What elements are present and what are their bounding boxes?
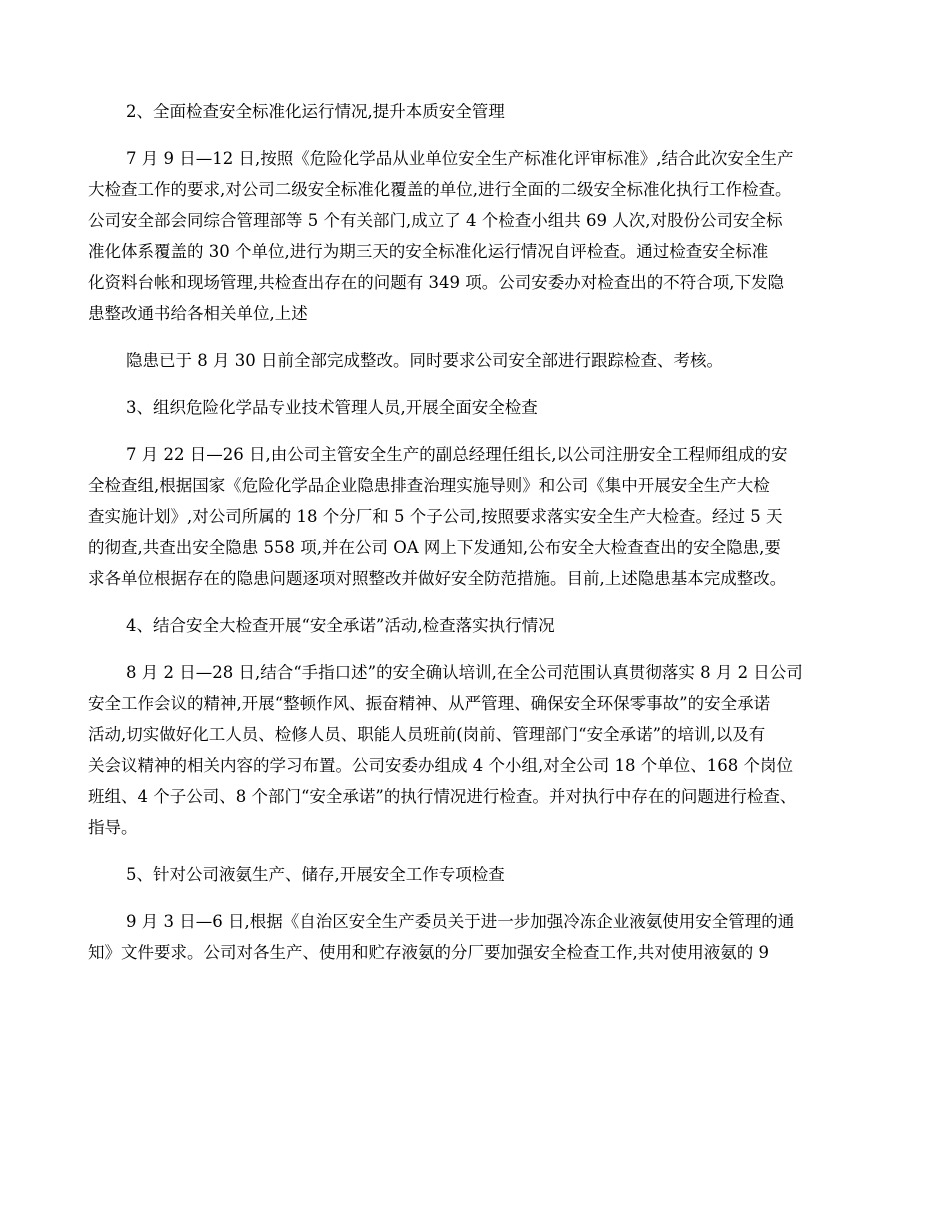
paragraph-rectification-complete — [88, 345, 878, 376]
paragraph-line: 7 月 9 日—12 日,按照《危险化学品从业单位安全生产标准化评审标准》,结合此次安全生产 — [126, 149, 794, 168]
paragraph-line: 9 月 3 日—6 日,根据《自治区安全生产委员关于进一步加强冷冻企业液氨使用安全管理的通 — [126, 912, 795, 931]
paragraph-line: 关会议精神的相关内容的学习布置。公司安委办组成 4 个小组,对全公司 18 个单位、168 个岗位 — [88, 756, 793, 775]
paragraph-line: 隐患已于 8 月 30 日前全部完成整改。同时要求公司安全部进行跟踪检查、考核。 — [126, 351, 723, 370]
heading-line: 3、组织危险化学品专业技术管理人员,开展全面安全检查 — [126, 398, 538, 417]
paragraph-line: 8 月 2 日—28 日,结合“手指口述”的安全确认培训,在全公司范围认真贯彻落实 8 月 2 日公司 — [126, 663, 803, 682]
paragraph-line: 指导。 — [88, 818, 138, 837]
paragraph-liquid-ammonia-check — [88, 906, 878, 968]
heading-line: 4、结合安全大检查开展“安全承诺”活动,检查落实执行情况 — [126, 616, 555, 635]
paragraph-line: 活动,切实做好化工人员、检修人员、职能人员班前(岗前、管理部门“安全承诺”的培训,以及有 — [88, 725, 766, 744]
paragraph-safety-commitment — [88, 657, 878, 843]
paragraph-line: 的彻查,共查出安全隐患 558 项,并在公司 OA 网上下发通知,公布安全大检查查出的安全隐患,要 — [88, 538, 781, 557]
section-heading-2 — [88, 96, 878, 127]
paragraph-line: 知》文件要求。公司对各生产、使用和贮存液氨的分厂要加强安全检查工作,共对使用液氨的 9 — [88, 943, 769, 962]
paragraph-line: 班组、4 个子公司、8 个部门“安全承诺”的执行情况进行检查。并对执行中存在的问题进行检查、 — [88, 787, 797, 806]
section-heading-5 — [88, 859, 878, 890]
paragraph-comprehensive-inspection — [88, 439, 878, 594]
paragraph-line: 7 月 22 日—26 日,由公司主管安全生产的副总经理任组长,以公司注册安全工程师组成的安 — [126, 445, 788, 464]
paragraph-line: 全检查组,根据国家《危险化学品企业隐患排查治理实施导则》和公司《集中开展安全生产大检 — [88, 476, 770, 495]
paragraph-line: 安全工作会议的精神,开展“整顿作风、振奋精神、从严管理、确保安全环保零事故”的安全承诺 — [88, 694, 771, 713]
document-body — [88, 96, 878, 984]
paragraph-line: 准化体系覆盖的 30 个单位,进行为期三天的安全标准化运行情况自评检查。通过检查安全标准 — [88, 242, 769, 261]
paragraph-line: 查实施计划》,对公司所属的 18 个分厂和 5 个子公司,按照要求落实安全生产大检查。经过 5 天 — [88, 507, 783, 526]
paragraph-line: 公司安全部会同综合管理部等 5 个有关部门,成立了 4 个检查小组共 69 人次,对股份公司安全标 — [88, 211, 783, 230]
paragraph-line: 大检查工作的要求,对公司二级安全标准化覆盖的单位,进行全面的二级安全标准化执行工作检查。 — [88, 180, 792, 199]
paragraph-line: 求各单位根据存在的隐患问题逐项对照整改并做好安全防范措施。目前,上述隐患基本完成整改。 — [88, 569, 787, 588]
paragraph-standardization-check — [88, 143, 878, 329]
paragraph-line: 患整改通书给各相关单位,上述 — [88, 304, 308, 323]
paragraph-line: 化资料台帐和现场管理,共检查出存在的问题有 349 项。公司安委办对检查出的不符合项,下发隐 — [88, 273, 784, 292]
section-heading-4 — [88, 610, 878, 641]
heading-line: 5、针对公司液氨生产、储存,开展安全工作专项检查 — [126, 865, 505, 884]
section-heading-3 — [88, 392, 878, 423]
heading-line: 2、全面检查安全标准化运行情况,提升本质安全管理 — [126, 102, 505, 121]
